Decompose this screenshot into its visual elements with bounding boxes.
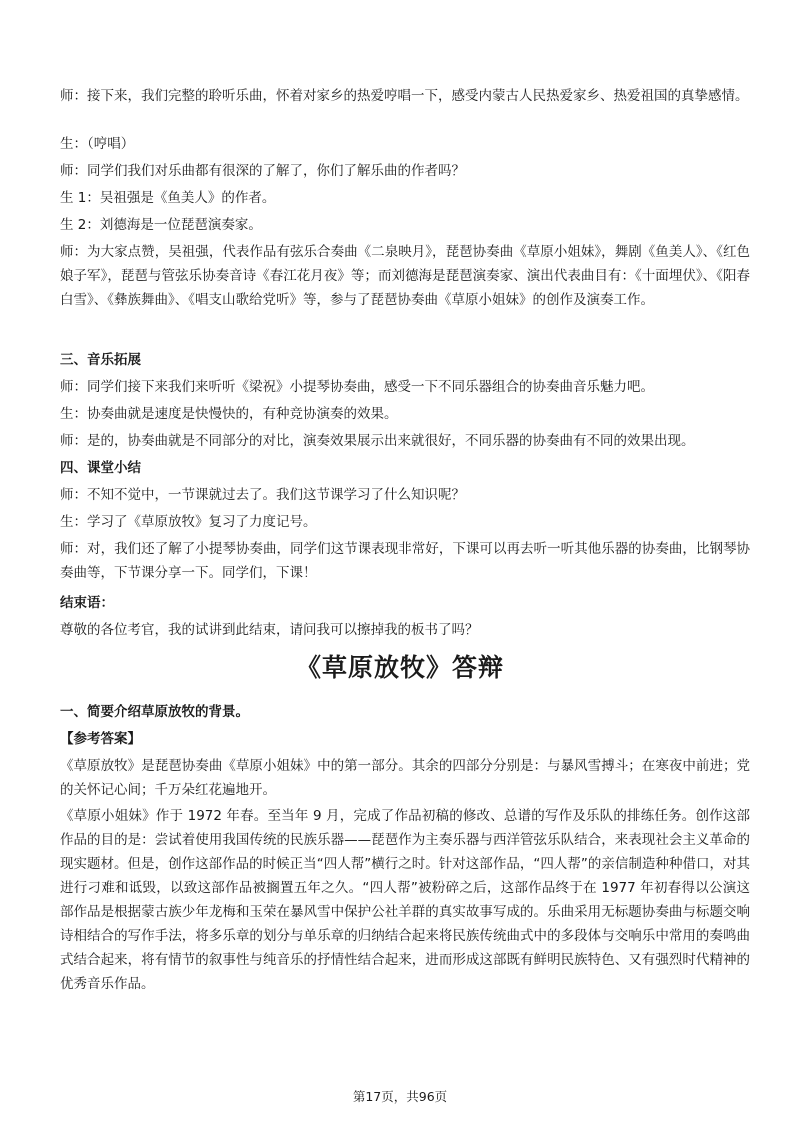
defense-title: 《草原放牧》答辩 <box>295 653 504 682</box>
defense-question-1: 一、简要介绍草原放牧的背景。 <box>60 704 249 720</box>
answer-paragraph-1: 《草原放牧》是琵琶协奏曲《草原小姐妹》中的第一部分。其余的四部分分别是：与暴风雪搏斗；在寒夜中前进；党的关怀记心间；千万朵红花遍地开。 <box>60 758 750 798</box>
student2-answer: 生 2：刘德海是一位琵琶演奏家。 <box>60 217 262 233</box>
teacher-line-composer-question: 师：同学们我们对乐曲都有很深的了解了，你们了解乐曲的作者吗？ <box>60 163 465 179</box>
teacher-line-liangzhu: 师：同学们接下来我们来听听《梁祝》小提琴协奏曲，感受一下不同乐器组合的协奏曲音乐魅力吧。 <box>60 379 654 395</box>
reference-answer-label: 【参考答案】 <box>60 731 141 747</box>
teacher-composer-intro: 师：为大家点赞，吴祖强，代表作品有弦乐合奏曲《二泉映月》，琵琶协奏曲《草原小姐妹》，舞剧《鱼美人》、《红色娘子军》，琵琶与管弦乐协奏音诗《春江花月夜》等；而刘德海是琵琶演奏家、演出代表曲目有：《十面埋伏》、《阳春白雪》、《彝族舞曲》、《唱支山歌给党听》等，参与了琵琶协奏曲《草原小姐妹》的创作及演奏工作。 <box>60 244 750 308</box>
student-line-summary: 生：学习了《草原放牧》复习了力度记号。 <box>60 514 317 530</box>
student1-answer: 生 1：吴祖强是《鱼美人》的作者。 <box>60 190 276 206</box>
answer-paragraph-2: 《草原小姐妹》作于 1972 年春。至当年 9 月，完成了作品初稿的修改、总谱的写作及乐队的排练任务。创作这部作品的目的是：尝试着使用我国传统的民族乐器——琵琶作为主奏乐器与西洋管弦乐队结合，来表现社会主义革命的现实题材。但是，创作这部作品的时候正当“四人帮”横行之时。针对这部作品，“四人帮”的亲信制造种种借口，对其进行刁难和诋毁，以致这部作品被搁置五年之久。“四人帮”被粉碎之后，这部作品终于在 1977 年初春得以公演这部作品是根据蒙古族少年龙梅和玉荣在暴风雪中保护公社羊群的真实故事写成的。乐曲采用无标题协奏曲与标题交响诗相结合的写作手法，将多乐章的划分与单乐章的归纳结合起来将民族传统曲式中的多段体与交响乐中常用的奏鸣曲式结合起来，将有情节的叙事性与纯音乐的抒情性结合起来，进而形成这部既有鲜明民族特色、又有强烈时代精神的优秀音乐作品。 <box>60 808 750 992</box>
section-heading-summary: 四、课堂小结 <box>60 460 141 476</box>
closing-heading: 结束语： <box>60 595 114 611</box>
closing-remark: 尊敬的各位考官，我的试讲到此结束，请问我可以擦掉我的板书了吗？ <box>60 622 479 638</box>
section-heading-expansion: 三、音乐拓展 <box>60 352 141 368</box>
teacher-line-summary-question: 师：不知不觉中，一节课就过去了。我们这节课学习了什么知识呢？ <box>60 487 465 503</box>
teacher-line-dismissal: 师：对，我们还了解了小提琴协奏曲，同学们这节课表现非常好，下课可以再去听一听其他乐器的协奏曲，比钢琴协奏曲等，下节课分享一下。同学们，下课！ <box>60 541 750 581</box>
page-number: 第17页，共96页 <box>352 1089 448 1104</box>
teacher-line-concerto-contrast: 师：是的，协奏曲就是不同部分的对比，演奏效果展示出来就很好，不同乐器的协奏曲有不同的效果出现。 <box>60 433 695 449</box>
teacher-line-humming: 师：接下来，我们完整的聆听乐曲，怀着对家乡的热爱哼唱一下，感受内蒙古人民热爱家乡、热爱祖国的真挚感情。 <box>60 88 749 104</box>
student-line-concerto: 生：协奏曲就是速度是快慢快的，有种竞协演奏的效果。 <box>60 406 398 422</box>
student-line-humming: 生：（哼唱） <box>60 136 135 152</box>
